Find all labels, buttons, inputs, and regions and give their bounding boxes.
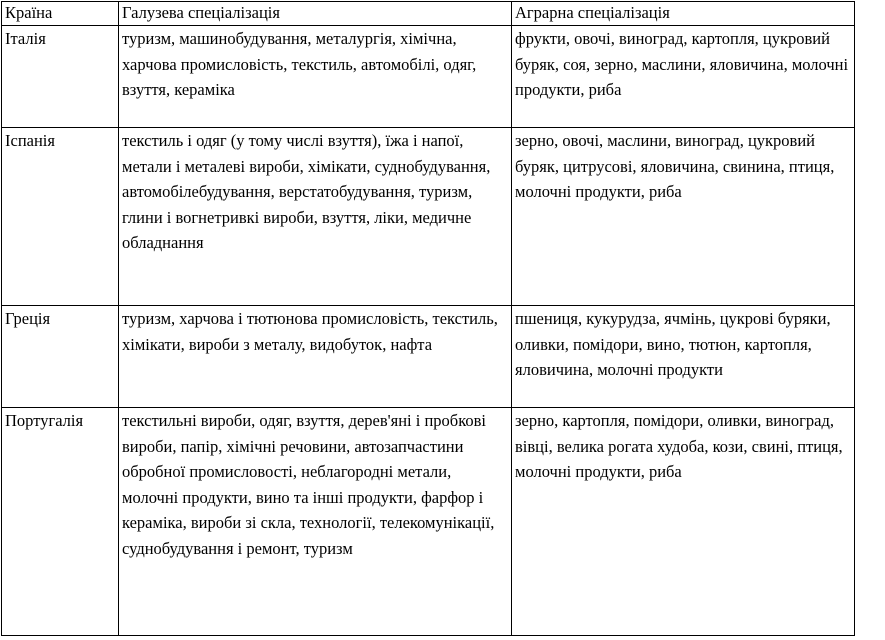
table-header-row: [2, 2, 855, 26]
header-country: Країна: [2, 2, 119, 26]
agriculture-cell: фрукти, овочі, виноград, картопля, цукровий буряк, соя, зерно, маслини, яловичина, молочні продукти, риба: [512, 26, 855, 128]
industry-cell: туризм, харчова і тютюнова промисловість, текстиль, хімікати, вироби з металу, видобуток, нафта: [119, 306, 512, 408]
table-row: [2, 408, 855, 636]
table-row: [2, 306, 855, 408]
agriculture-cell: зерно, картопля, помідори, оливки, виноград, вівці, велика рогата худоба, кози, свині, птиця, молочні продукти, риба: [512, 408, 855, 636]
header-agriculture: Аграрна спеціалізація: [512, 2, 855, 26]
industry-cell: туризм, машинобудування, металургія, хімічна, харчова промисловість, текстиль, автомобілі, одяг, взуття, кераміка: [119, 26, 512, 128]
header-industry: Галузева спеціалізація: [119, 2, 512, 26]
industry-cell: текстильні вироби, одяг, взуття, дерев'яні і пробкові вироби, папір, хімічні речовини, автозапчастини обробної промисловості, неблагородні метали, молочні продукти, вино та інші продукти, фарфор і кераміка, вироби зі скла, технології, телекомунікації, суднобудування і ремонт, туризм: [119, 408, 512, 636]
specialization-table: [1, 1, 855, 636]
table-row: [2, 128, 855, 306]
agriculture-cell: пшениця, кукурудза, ячмінь, цукрові буряки, оливки, помідори, вино, тютюн, картопля, яловичина, молочні продукти: [512, 306, 855, 408]
country-cell: Італія: [2, 26, 119, 128]
country-cell: Португалія: [2, 408, 119, 636]
industry-cell: текстиль і одяг (у тому числі взуття), їжа і напої, метали і металеві вироби, хімікати, суднобудування, автомобілебудування, верстатобудування, туризм, глини і вогнетривкі вироби, взуття, ліки, медичне обладнання: [119, 128, 512, 306]
agriculture-cell: зерно, овочі, маслини, виноград, цукровий буряк, цитрусові, яловичина, свинина, птиця, молочні продукти, риба: [512, 128, 855, 306]
table-row: [2, 26, 855, 128]
country-cell: Греція: [2, 306, 119, 408]
country-cell: Іспанія: [2, 128, 119, 306]
